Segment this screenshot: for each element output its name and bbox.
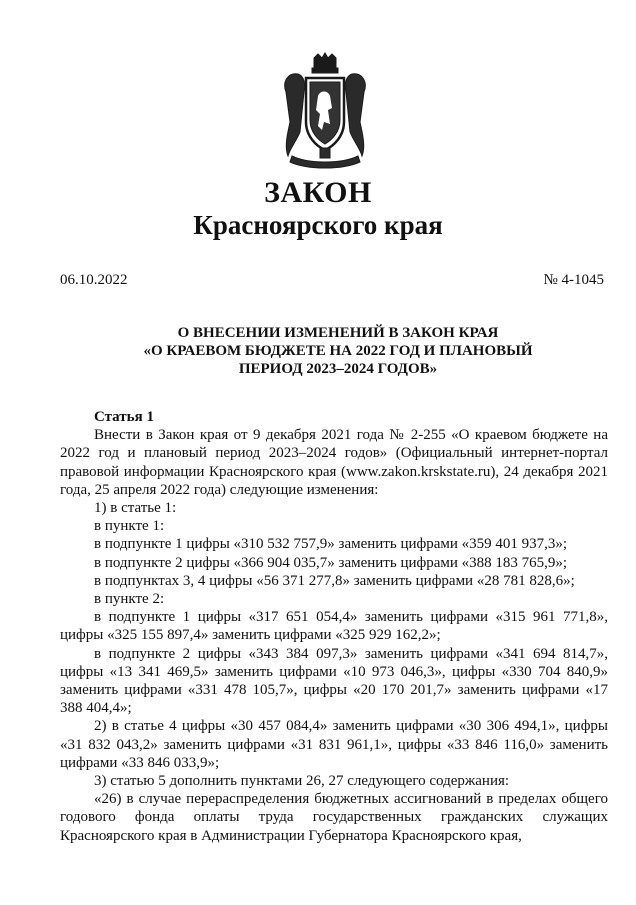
paragraph: «26) в случае перераспределения бюджетных ассигнований в пределах общего годового фонда оплаты труда государственных гражданских служащих Красноярского края в Администрации Губернатора Красноярского края, [60,791,608,844]
document-number: № 4-1045 [543,272,604,288]
document-body [60,408,608,845]
heading-line: ПЕРИОД 2023–2024 ГОДОВ» [238,361,438,377]
document-date: 06.10.2022 [60,272,128,288]
heading-line: О ВНЕСЕНИИ ИЗМЕНЕНИЙ В ЗАКОН КРАЯ [177,325,499,341]
article-title: Статья 1 [94,409,154,425]
heading-line: «О КРАЕВОМ БЮДЖЕТЕ НА 2022 ГОД И ПЛАНОВЫЙ [143,343,533,359]
law-heading [0,324,636,378]
paragraph: 1) в статье 1: [94,500,177,517]
paragraph: в подпункте 1 цифры «317 651 054,4» заменить цифрами «315 961 771,8», цифры «325 155 897,4» заменить цифрами «325 929 162,2»; [60,609,608,644]
paragraph: Внести в Закон края от 9 декабря 2021 года № 2-255 «О краевом бюджете на 2022 год и плановый период 2023–2024 годов» (Официальный интернет-портал правовой информации Красноярского края (www.zakon.krskstate.ru), 24 декабря 2021 года, 25 апреля 2022 года) следующие изменения: [60,427,608,498]
paragraph: в пункте 2: [94,591,165,608]
paragraph: в подпунктах 3, 4 цифры «56 371 277,8» заменить цифрами «28 781 828,6»; [94,572,575,589]
paragraph: в подпункте 2 цифры «366 904 035,7» заменить цифрами «388 183 765,9»; [94,554,568,571]
paragraph: в подпункте 2 цифры «343 384 097,3» заменить цифрами «341 694 814,7», цифры «13 341 469,5» заменить цифрами «10 973 046,3», цифры «330 704 840,9» заменить цифрами «331 478 105,7», цифры «20 170 201,7» заменить цифрами «17 388 404,4»; [60,645,608,717]
paragraph: в подпункте 1 цифры «310 532 757,9» заменить цифрами «359 401 937,3»; [94,536,568,553]
document-subtitle: Красноярского края [193,210,443,240]
paragraph: в пункте 1: [94,518,165,535]
document-title: ЗАКОН [264,176,372,209]
coat-of-arms-emblem [278,52,372,170]
paragraph: 3) статью 5 дополнить пунктами 26, 27 следующего содержания: [94,773,510,790]
paragraph: 2) в статье 4 цифры «30 457 084,4» заменить цифрами «30 306 494,1», цифры «31 832 043,2» заменить цифрами «31 831 961,1», цифры «33 846 116,0» заменить цифрами «33 846 033,9»; [60,718,608,771]
